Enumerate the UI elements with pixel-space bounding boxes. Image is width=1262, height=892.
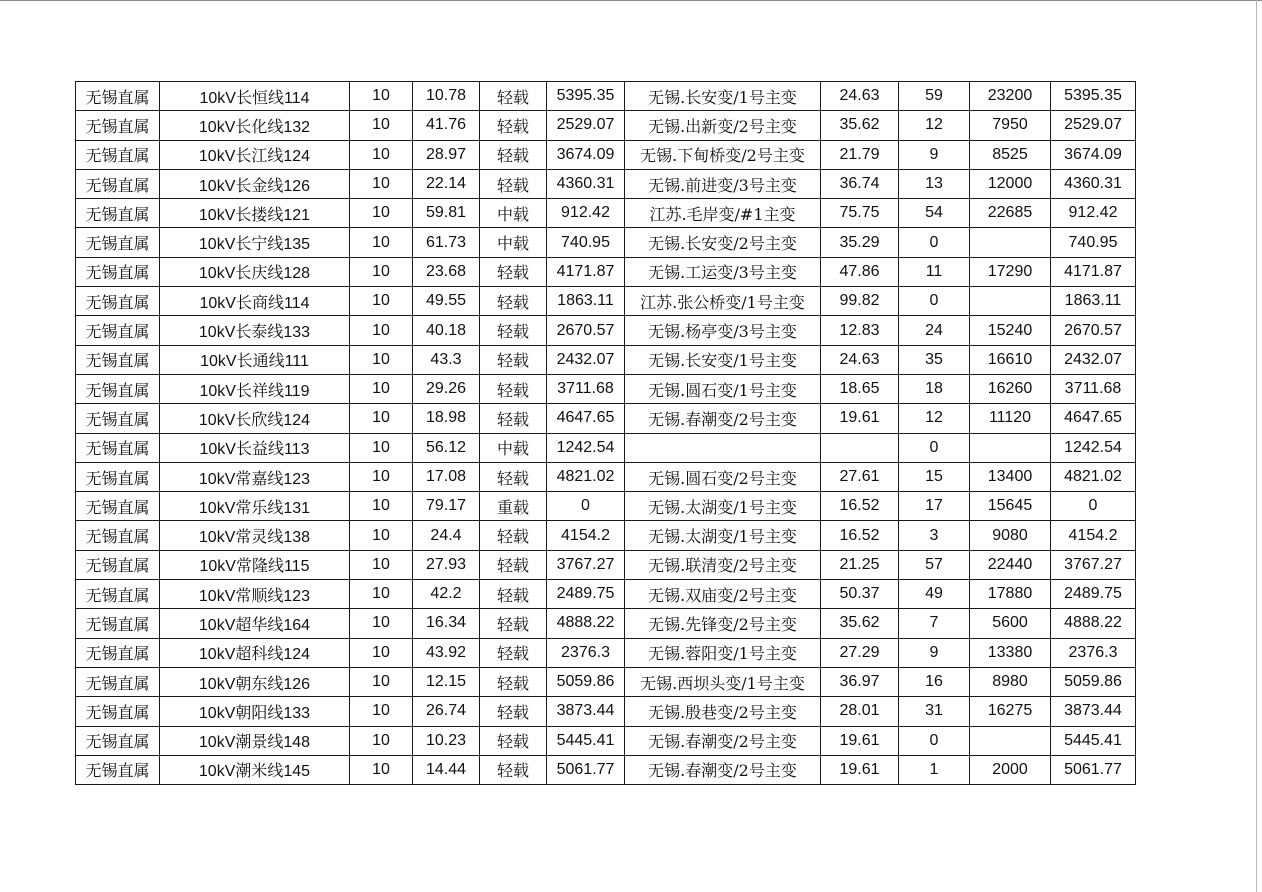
- cell-feeder-name: 10kV长商线114: [160, 287, 350, 316]
- table-row: [76, 345, 1136, 374]
- cell-load-status: 轻载: [480, 521, 547, 550]
- cell-substation: 无锡.殷巷变/2号主变: [625, 697, 821, 726]
- cell-feeder-name: 10kV常隆线115: [160, 550, 350, 579]
- cell-user-count: 18: [899, 374, 970, 403]
- cell-voltage: 10: [350, 111, 413, 140]
- cell-company: 无锡直属: [76, 374, 160, 403]
- cell-voltage: 10: [350, 287, 413, 316]
- cell-capacity: 4171.87: [547, 257, 625, 286]
- cell-transformer-load: 16.52: [821, 521, 899, 550]
- table-row: [76, 82, 1136, 111]
- cell-user-count: 17: [899, 492, 970, 521]
- cell-user-count: 59: [899, 82, 970, 111]
- cell-user-count: 16: [899, 667, 970, 696]
- cell-installed-capacity: 16610: [970, 345, 1051, 374]
- cell-capacity: 1242.54: [547, 433, 625, 462]
- cell-installed-capacity: 16275: [970, 697, 1051, 726]
- table-row: [76, 697, 1136, 726]
- cell-installed-capacity: 17880: [970, 580, 1051, 609]
- table-row: [76, 580, 1136, 609]
- cell-substation: 无锡.下甸桥变/2号主变: [625, 140, 821, 169]
- cell-feeder-name: 10kV长庆线128: [160, 257, 350, 286]
- cell-available-capacity: 4821.02: [1051, 462, 1136, 491]
- cell-feeder-name: 10kV朝阳线133: [160, 697, 350, 726]
- cell-load-status: 重载: [480, 492, 547, 521]
- cell-load-status: 轻载: [480, 667, 547, 696]
- cell-available-capacity: 2432.07: [1051, 345, 1136, 374]
- cell-company: 无锡直属: [76, 345, 160, 374]
- cell-installed-capacity: 16260: [970, 374, 1051, 403]
- cell-capacity: 2376.3: [547, 638, 625, 667]
- table-row: [76, 609, 1136, 638]
- cell-installed-capacity: 8980: [970, 667, 1051, 696]
- cell-transformer-load: 75.75: [821, 199, 899, 228]
- cell-load-status: 中载: [480, 228, 547, 257]
- cell-company: 无锡直属: [76, 638, 160, 667]
- cell-available-capacity: 5395.35: [1051, 82, 1136, 111]
- cell-load-rate: 14.44: [413, 755, 480, 784]
- cell-company: 无锡直属: [76, 199, 160, 228]
- cell-transformer-load: 19.61: [821, 755, 899, 784]
- cell-transformer-load: 27.29: [821, 638, 899, 667]
- cell-transformer-load: 99.82: [821, 287, 899, 316]
- cell-substation: [625, 433, 821, 462]
- cell-substation: 无锡.联清变/2号主变: [625, 550, 821, 579]
- cell-feeder-name: 10kV潮景线148: [160, 726, 350, 755]
- cell-company: 无锡直属: [76, 697, 160, 726]
- cell-user-count: 54: [899, 199, 970, 228]
- cell-installed-capacity: [970, 228, 1051, 257]
- cell-substation: 无锡.圆石变/2号主变: [625, 462, 821, 491]
- cell-voltage: 10: [350, 257, 413, 286]
- cell-load-rate: 59.81: [413, 199, 480, 228]
- cell-capacity: 740.95: [547, 228, 625, 257]
- cell-installed-capacity: 22685: [970, 199, 1051, 228]
- cell-available-capacity: 5061.77: [1051, 755, 1136, 784]
- cell-available-capacity: 1242.54: [1051, 433, 1136, 462]
- cell-load-status: 轻载: [480, 638, 547, 667]
- table-body: [76, 82, 1136, 785]
- cell-transformer-load: 28.01: [821, 697, 899, 726]
- cell-installed-capacity: 9080: [970, 521, 1051, 550]
- cell-capacity: 0: [547, 492, 625, 521]
- cell-available-capacity: 3711.68: [1051, 374, 1136, 403]
- cell-capacity: 5061.77: [547, 755, 625, 784]
- cell-voltage: 10: [350, 726, 413, 755]
- cell-voltage: 10: [350, 462, 413, 491]
- cell-feeder-name: 10kV长泰线133: [160, 316, 350, 345]
- cell-installed-capacity: 11120: [970, 404, 1051, 433]
- cell-installed-capacity: 15240: [970, 316, 1051, 345]
- cell-installed-capacity: 17290: [970, 257, 1051, 286]
- cell-load-rate: 18.98: [413, 404, 480, 433]
- cell-user-count: 1: [899, 755, 970, 784]
- cell-load-status: 轻载: [480, 169, 547, 198]
- cell-feeder-name: 10kV长搂线121: [160, 199, 350, 228]
- table-row: [76, 404, 1136, 433]
- cell-capacity: 4888.22: [547, 609, 625, 638]
- cell-transformer-load: 21.79: [821, 140, 899, 169]
- cell-voltage: 10: [350, 550, 413, 579]
- cell-load-status: 轻载: [480, 726, 547, 755]
- cell-substation: 无锡.长安变/2号主变: [625, 228, 821, 257]
- cell-company: 无锡直属: [76, 433, 160, 462]
- cell-load-status: 轻载: [480, 111, 547, 140]
- feeder-load-table: [75, 81, 1136, 785]
- cell-available-capacity: 912.42: [1051, 199, 1136, 228]
- cell-load-rate: 17.08: [413, 462, 480, 491]
- cell-user-count: 57: [899, 550, 970, 579]
- cell-user-count: 31: [899, 697, 970, 726]
- cell-substation: 无锡.先锋变/2号主变: [625, 609, 821, 638]
- cell-voltage: 10: [350, 404, 413, 433]
- cell-feeder-name: 10kV常灵线138: [160, 521, 350, 550]
- table-row: [76, 492, 1136, 521]
- cell-feeder-name: 10kV长化线132: [160, 111, 350, 140]
- cell-user-count: 0: [899, 228, 970, 257]
- table-row: [76, 433, 1136, 462]
- table-row: [76, 374, 1136, 403]
- cell-company: 无锡直属: [76, 228, 160, 257]
- cell-load-status: 轻载: [480, 316, 547, 345]
- cell-transformer-load: 50.37: [821, 580, 899, 609]
- table-row: [76, 111, 1136, 140]
- table-row: [76, 199, 1136, 228]
- table-row: [76, 462, 1136, 491]
- cell-transformer-load: 35.62: [821, 111, 899, 140]
- cell-transformer-load: 18.65: [821, 374, 899, 403]
- cell-available-capacity: 0: [1051, 492, 1136, 521]
- cell-capacity: 2432.07: [547, 345, 625, 374]
- cell-load-rate: 23.68: [413, 257, 480, 286]
- cell-available-capacity: 4647.65: [1051, 404, 1136, 433]
- table-row: [76, 228, 1136, 257]
- cell-installed-capacity: 12000: [970, 169, 1051, 198]
- cell-voltage: 10: [350, 433, 413, 462]
- cell-transformer-load: 16.52: [821, 492, 899, 521]
- cell-feeder-name: 10kV长江线124: [160, 140, 350, 169]
- cell-installed-capacity: 13380: [970, 638, 1051, 667]
- cell-load-rate: 26.74: [413, 697, 480, 726]
- cell-available-capacity: 5445.41: [1051, 726, 1136, 755]
- table-row: [76, 726, 1136, 755]
- cell-transformer-load: 19.61: [821, 726, 899, 755]
- cell-available-capacity: 3767.27: [1051, 550, 1136, 579]
- page-top-border: [0, 0, 1262, 1]
- cell-capacity: 4821.02: [547, 462, 625, 491]
- cell-load-rate: 43.92: [413, 638, 480, 667]
- cell-substation: 无锡.杨亭变/3号主变: [625, 316, 821, 345]
- cell-installed-capacity: [970, 433, 1051, 462]
- cell-capacity: 3767.27: [547, 550, 625, 579]
- cell-company: 无锡直属: [76, 82, 160, 111]
- cell-voltage: 10: [350, 82, 413, 111]
- cell-user-count: 9: [899, 638, 970, 667]
- cell-capacity: 5445.41: [547, 726, 625, 755]
- cell-load-status: 轻载: [480, 550, 547, 579]
- cell-load-status: 轻载: [480, 374, 547, 403]
- cell-voltage: 10: [350, 580, 413, 609]
- cell-load-rate: 56.12: [413, 433, 480, 462]
- cell-load-rate: 24.4: [413, 521, 480, 550]
- cell-feeder-name: 10kV朝东线126: [160, 667, 350, 696]
- cell-voltage: 10: [350, 228, 413, 257]
- cell-user-count: 12: [899, 111, 970, 140]
- cell-feeder-name: 10kV长欣线124: [160, 404, 350, 433]
- cell-substation: 无锡.前进变/3号主变: [625, 169, 821, 198]
- cell-feeder-name: 10kV常顺线123: [160, 580, 350, 609]
- cell-voltage: 10: [350, 755, 413, 784]
- table-row: [76, 521, 1136, 550]
- cell-available-capacity: 4360.31: [1051, 169, 1136, 198]
- cell-substation: 无锡.双庙变/2号主变: [625, 580, 821, 609]
- cell-transformer-load: 36.97: [821, 667, 899, 696]
- cell-voltage: 10: [350, 667, 413, 696]
- cell-load-rate: 10.23: [413, 726, 480, 755]
- cell-substation: 无锡.工运变/3号主变: [625, 257, 821, 286]
- cell-capacity: 1863.11: [547, 287, 625, 316]
- cell-load-rate: 22.14: [413, 169, 480, 198]
- cell-available-capacity: 3674.09: [1051, 140, 1136, 169]
- cell-substation: 江苏.张公桥变/1号主变: [625, 287, 821, 316]
- cell-load-status: 轻载: [480, 140, 547, 169]
- cell-available-capacity: 1863.11: [1051, 287, 1136, 316]
- cell-company: 无锡直属: [76, 169, 160, 198]
- cell-load-status: 轻载: [480, 580, 547, 609]
- cell-load-status: 中载: [480, 433, 547, 462]
- table-row: [76, 257, 1136, 286]
- table-row: [76, 667, 1136, 696]
- cell-substation: 无锡.春潮变/2号主变: [625, 404, 821, 433]
- cell-company: 无锡直属: [76, 287, 160, 316]
- cell-substation: 无锡.太湖变/1号主变: [625, 521, 821, 550]
- cell-substation: 无锡.长安变/1号主变: [625, 82, 821, 111]
- cell-company: 无锡直属: [76, 580, 160, 609]
- cell-transformer-load: 35.62: [821, 609, 899, 638]
- cell-load-rate: 42.2: [413, 580, 480, 609]
- cell-feeder-name: 10kV常乐线131: [160, 492, 350, 521]
- cell-load-rate: 28.97: [413, 140, 480, 169]
- cell-load-rate: 40.18: [413, 316, 480, 345]
- cell-load-rate: 43.3: [413, 345, 480, 374]
- cell-available-capacity: 740.95: [1051, 228, 1136, 257]
- cell-user-count: 0: [899, 726, 970, 755]
- cell-capacity: 5059.86: [547, 667, 625, 696]
- cell-available-capacity: 2670.57: [1051, 316, 1136, 345]
- cell-capacity: 2489.75: [547, 580, 625, 609]
- cell-voltage: 10: [350, 492, 413, 521]
- cell-load-status: 轻载: [480, 755, 547, 784]
- cell-company: 无锡直属: [76, 111, 160, 140]
- cell-user-count: 11: [899, 257, 970, 286]
- cell-voltage: 10: [350, 697, 413, 726]
- cell-capacity: 3674.09: [547, 140, 625, 169]
- cell-feeder-name: 10kV超科线124: [160, 638, 350, 667]
- cell-transformer-load: 19.61: [821, 404, 899, 433]
- cell-load-rate: 27.93: [413, 550, 480, 579]
- cell-feeder-name: 10kV长益线113: [160, 433, 350, 462]
- cell-feeder-name: 10kV长宁线135: [160, 228, 350, 257]
- cell-substation: 无锡.西坝头变/1号主变: [625, 667, 821, 696]
- cell-feeder-name: 10kV长恒线114: [160, 82, 350, 111]
- cell-substation: 江苏.毛岸变/#1主变: [625, 199, 821, 228]
- cell-load-status: 轻载: [480, 609, 547, 638]
- cell-installed-capacity: 15645: [970, 492, 1051, 521]
- cell-substation: 无锡.出新变/2号主变: [625, 111, 821, 140]
- cell-load-status: 轻载: [480, 697, 547, 726]
- cell-load-status: 中载: [480, 199, 547, 228]
- cell-company: 无锡直属: [76, 492, 160, 521]
- cell-installed-capacity: [970, 287, 1051, 316]
- table-row: [76, 638, 1136, 667]
- cell-installed-capacity: 5600: [970, 609, 1051, 638]
- cell-load-rate: 12.15: [413, 667, 480, 696]
- cell-available-capacity: 5059.86: [1051, 667, 1136, 696]
- cell-installed-capacity: 7950: [970, 111, 1051, 140]
- cell-installed-capacity: 23200: [970, 82, 1051, 111]
- cell-company: 无锡直属: [76, 755, 160, 784]
- cell-capacity: 3873.44: [547, 697, 625, 726]
- cell-voltage: 10: [350, 316, 413, 345]
- cell-capacity: 3711.68: [547, 374, 625, 403]
- cell-user-count: 9: [899, 140, 970, 169]
- cell-load-status: 轻载: [480, 82, 547, 111]
- cell-voltage: 10: [350, 521, 413, 550]
- table-row: [76, 287, 1136, 316]
- cell-voltage: 10: [350, 374, 413, 403]
- cell-load-status: 轻载: [480, 257, 547, 286]
- table-row: [76, 140, 1136, 169]
- cell-available-capacity: 2376.3: [1051, 638, 1136, 667]
- cell-load-rate: 61.73: [413, 228, 480, 257]
- cell-load-rate: 79.17: [413, 492, 480, 521]
- cell-feeder-name: 10kV长通线111: [160, 345, 350, 374]
- cell-load-status: 轻载: [480, 287, 547, 316]
- cell-substation: 无锡.圆石变/1号主变: [625, 374, 821, 403]
- cell-installed-capacity: 13400: [970, 462, 1051, 491]
- cell-capacity: 2529.07: [547, 111, 625, 140]
- cell-installed-capacity: 22440: [970, 550, 1051, 579]
- cell-feeder-name: 10kV超华线164: [160, 609, 350, 638]
- cell-capacity: 5395.35: [547, 82, 625, 111]
- cell-installed-capacity: 2000: [970, 755, 1051, 784]
- cell-substation: 无锡.长安变/1号主变: [625, 345, 821, 374]
- cell-company: 无锡直属: [76, 462, 160, 491]
- cell-capacity: 4154.2: [547, 521, 625, 550]
- table-row: [76, 755, 1136, 784]
- cell-company: 无锡直属: [76, 404, 160, 433]
- cell-user-count: 13: [899, 169, 970, 198]
- cell-load-rate: 41.76: [413, 111, 480, 140]
- cell-company: 无锡直属: [76, 316, 160, 345]
- cell-transformer-load: 24.63: [821, 82, 899, 111]
- cell-user-count: 15: [899, 462, 970, 491]
- cell-installed-capacity: 8525: [970, 140, 1051, 169]
- cell-load-rate: 49.55: [413, 287, 480, 316]
- cell-voltage: 10: [350, 199, 413, 228]
- cell-voltage: 10: [350, 140, 413, 169]
- cell-feeder-name: 10kV常嘉线123: [160, 462, 350, 491]
- cell-available-capacity: 2529.07: [1051, 111, 1136, 140]
- cell-transformer-load: 47.86: [821, 257, 899, 286]
- cell-substation: 无锡.蓉阳变/1号主变: [625, 638, 821, 667]
- cell-company: 无锡直属: [76, 609, 160, 638]
- cell-load-rate: 10.78: [413, 82, 480, 111]
- cell-company: 无锡直属: [76, 550, 160, 579]
- cell-voltage: 10: [350, 345, 413, 374]
- cell-feeder-name: 10kV长祥线119: [160, 374, 350, 403]
- cell-voltage: 10: [350, 609, 413, 638]
- cell-transformer-load: 12.83: [821, 316, 899, 345]
- cell-installed-capacity: [970, 726, 1051, 755]
- cell-voltage: 10: [350, 169, 413, 198]
- cell-voltage: 10: [350, 638, 413, 667]
- cell-capacity: 4647.65: [547, 404, 625, 433]
- cell-available-capacity: 4154.2: [1051, 521, 1136, 550]
- cell-available-capacity: 4888.22: [1051, 609, 1136, 638]
- cell-available-capacity: 4171.87: [1051, 257, 1136, 286]
- cell-load-rate: 16.34: [413, 609, 480, 638]
- cell-user-count: 35: [899, 345, 970, 374]
- cell-capacity: 912.42: [547, 199, 625, 228]
- cell-company: 无锡直属: [76, 521, 160, 550]
- cell-user-count: 3: [899, 521, 970, 550]
- cell-user-count: 49: [899, 580, 970, 609]
- cell-transformer-load: 24.63: [821, 345, 899, 374]
- cell-user-count: 12: [899, 404, 970, 433]
- cell-substation: 无锡.太湖变/1号主变: [625, 492, 821, 521]
- cell-user-count: 0: [899, 433, 970, 462]
- cell-user-count: 24: [899, 316, 970, 345]
- cell-company: 无锡直属: [76, 726, 160, 755]
- cell-capacity: 4360.31: [547, 169, 625, 198]
- cell-substation: 无锡.春潮变/2号主变: [625, 726, 821, 755]
- cell-feeder-name: 10kV长金线126: [160, 169, 350, 198]
- cell-transformer-load: 35.29: [821, 228, 899, 257]
- cell-capacity: 2670.57: [547, 316, 625, 345]
- table-row: [76, 550, 1136, 579]
- table-row: [76, 169, 1136, 198]
- cell-load-status: 轻载: [480, 462, 547, 491]
- cell-transformer-load: 21.25: [821, 550, 899, 579]
- cell-feeder-name: 10kV潮米线145: [160, 755, 350, 784]
- cell-transformer-load: [821, 433, 899, 462]
- cell-load-rate: 29.26: [413, 374, 480, 403]
- cell-company: 无锡直属: [76, 667, 160, 696]
- cell-available-capacity: 2489.75: [1051, 580, 1136, 609]
- cell-company: 无锡直属: [76, 140, 160, 169]
- cell-user-count: 7: [899, 609, 970, 638]
- cell-load-status: 轻载: [480, 345, 547, 374]
- cell-company: 无锡直属: [76, 257, 160, 286]
- cell-transformer-load: 36.74: [821, 169, 899, 198]
- cell-substation: 无锡.春潮变/2号主变: [625, 755, 821, 784]
- page-right-border: [1256, 0, 1257, 892]
- table-row: [76, 316, 1136, 345]
- cell-available-capacity: 3873.44: [1051, 697, 1136, 726]
- cell-user-count: 0: [899, 287, 970, 316]
- cell-transformer-load: 27.61: [821, 462, 899, 491]
- cell-load-status: 轻载: [480, 404, 547, 433]
